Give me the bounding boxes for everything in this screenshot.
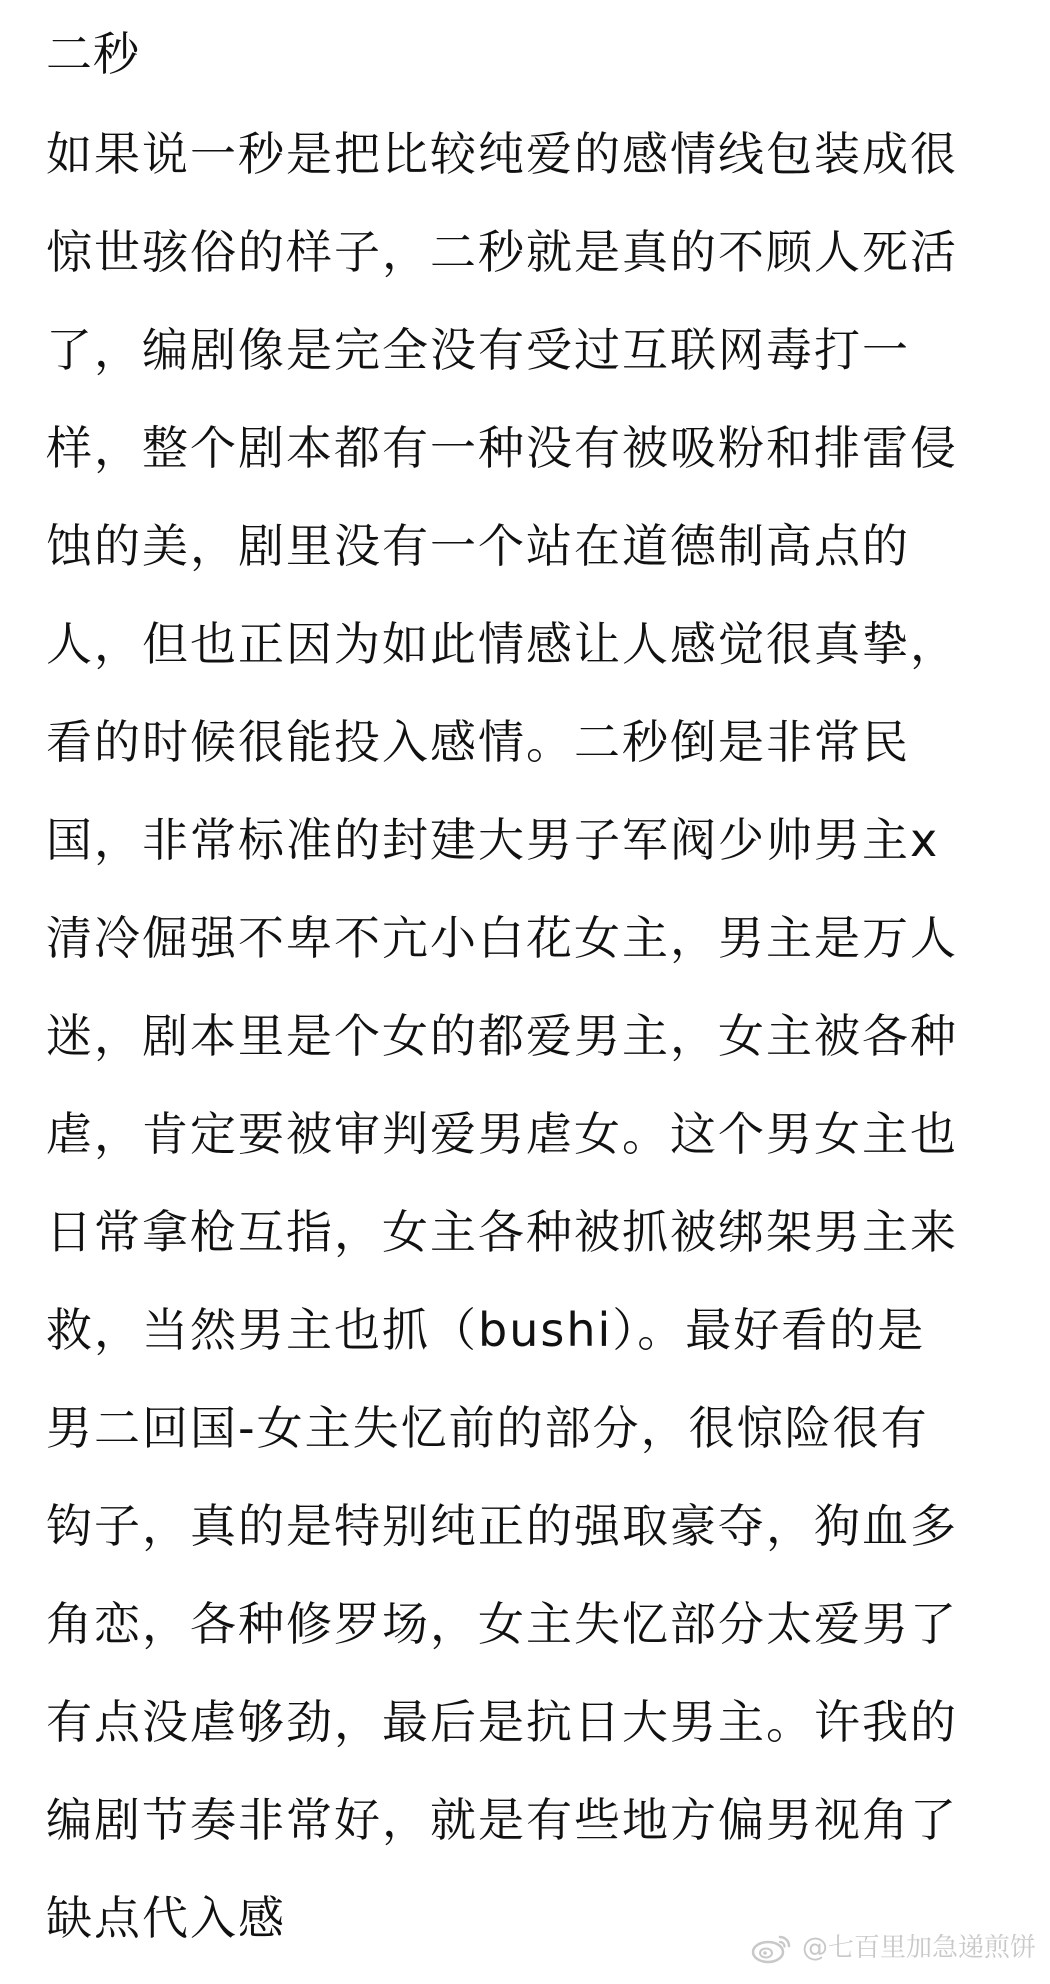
post-line: 有点没虐够劲，最后是抗日大男主。许我的: [46, 1695, 958, 1749]
post-line: 男二回国-女主失忆前的部分，很惊险很有: [46, 1401, 929, 1455]
post-title: 二秒: [46, 27, 140, 81]
post-line: 迷，剧本里是个女的都爱男主，女主被各种: [46, 1009, 958, 1063]
post-line: 了，编剧像是完全没有受过互联网毒打一: [46, 323, 910, 377]
post-line: 编剧节奏非常好，就是有些地方偏男视角了: [46, 1793, 958, 1847]
post-line: 救，当然男主也抓（bushi）。最好看的是: [46, 1303, 926, 1357]
post-line: 样，整个剧本都有一种没有被吸粉和排雷侵: [46, 421, 958, 475]
watermark-text: @七百里加急递煎饼: [801, 1933, 1036, 1963]
watermark: [750, 1928, 1036, 1968]
post-line: 钩子，真的是特别纯正的强取豪夺，狗血多: [46, 1499, 958, 1553]
post-line: 蚀的美，剧里没有一个站在道德制高点的: [46, 519, 910, 573]
post-line: 清冷倔强不卑不亢小白花女主，男主是万人: [46, 911, 958, 965]
post-line: 缺点代入感: [46, 1891, 286, 1945]
post-line: 惊世骇俗的样子，二秒就是真的不顾人死活: [46, 225, 958, 279]
post-line: 国，非常标准的封建大男子军阀少帅男主x: [46, 813, 940, 867]
post-line: 角恋，各种修罗场，女主失忆部分太爱男了: [46, 1597, 958, 1651]
post-body: [46, 122, 1026, 1984]
post-line: 虐，肯定要被审判爱男虐女。这个男女主也: [46, 1107, 958, 1161]
post-line: 看的时候很能投入感情。二秒倒是非常民: [46, 715, 910, 769]
post-line: 日常拿枪互指，女主各种被抓被绑架男主来: [46, 1205, 958, 1259]
weibo-logo-icon: [750, 1931, 794, 1965]
post-line: 如果说一秒是把比较纯爱的感情线包装成很: [46, 127, 958, 181]
post-line: 人，但也正因为如此情感让人感觉很真挚，: [46, 617, 958, 671]
